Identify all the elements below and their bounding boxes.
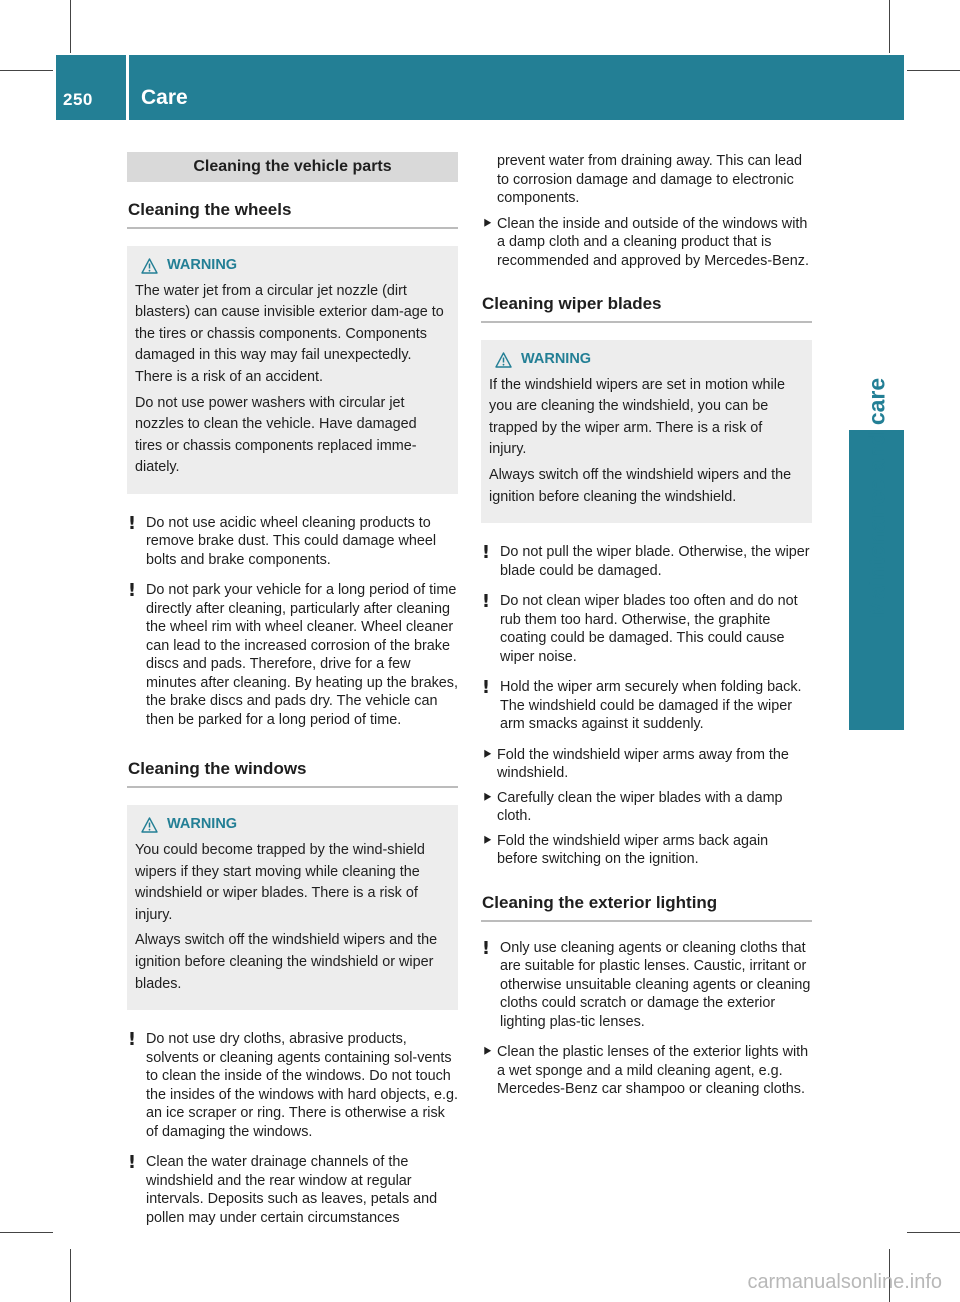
heading-cleaning-windows: Cleaning the windows	[127, 753, 458, 788]
header-divider	[126, 55, 129, 120]
step-text: Carefully clean the wiper blades with a damp cloth.	[497, 789, 783, 825]
warning-label: WARNING	[521, 351, 592, 367]
step-item	[481, 1043, 812, 1099]
warning-label: WARNING	[167, 816, 238, 833]
exclamation-icon: !	[481, 937, 491, 959]
chapter-tab-label: Maintenance and care	[863, 377, 890, 619]
arrow-right-icon: ⯈	[482, 790, 493, 806]
warning-text: Do not use power washers with circular jet nozzles to clean the vehicle. Have damaged tires or chassis components replaced imme-diately.	[135, 394, 417, 476]
note-text: Only use cleaning agents or cleaning cloths that are suitable for plastic lenses. Caustic, irritant or otherwise unsuitable cleaning agents or cleaning cloths could scratch or damage the exterior lighting plas-tic lenses.	[500, 939, 811, 1030]
note-item	[127, 514, 458, 570]
page-number: 250	[63, 90, 93, 109]
warning-title	[141, 255, 446, 277]
step-text: Clean the plastic lenses of the exterior lights with a wet sponge and a mild cleaning agent, e.g. Mercedes-Benz car shampoo or cleaning cloths.	[497, 1044, 809, 1098]
note-text: Do not clean wiper blades too often and do not rub them too hard. Otherwise, the graphite coating could be damaged. This could cause wiper noise.	[500, 593, 798, 665]
exclamation-icon: !	[127, 1152, 137, 1174]
note-text: Do not pull the wiper blade. Otherwise, the wiper blade could be damaged.	[500, 544, 810, 579]
exclamation-icon: !	[481, 542, 491, 564]
warning-box	[481, 340, 812, 523]
exclamation-icon: !	[127, 580, 137, 602]
note-item	[481, 592, 812, 666]
heading-cleaning-wiper-blades: Cleaning wiper blades	[481, 288, 812, 323]
warning-text: Always switch off the windshield wipers and the ignition before cleaning the windshield.	[489, 466, 792, 505]
warning-triangle-icon	[141, 817, 158, 833]
warning-title	[495, 349, 800, 371]
crop-mark	[907, 70, 960, 71]
continued-text: prevent water from draining away. This can lead to corrosion damage and damage to electronic components.	[497, 153, 803, 206]
warning-title	[141, 814, 446, 836]
left-column	[127, 152, 458, 1239]
arrow-right-icon: ⯈	[482, 833, 493, 849]
warning-triangle-icon	[495, 352, 512, 368]
note-text: Do not use acidic wheel cleaning products to remove brake dust. This could damage wheel bolts and brake components.	[146, 514, 437, 568]
warning-text: Always switch off the windshield wipers and the ignition before cleaning the windshield or wiper blades.	[135, 932, 438, 992]
step-text: Fold the windshield wiper arms back again before switching on the ignition.	[497, 832, 769, 868]
exclamation-icon: !	[481, 677, 491, 699]
crop-mark	[0, 70, 53, 71]
note-item	[127, 1153, 458, 1227]
crop-mark	[907, 1232, 960, 1233]
note-text: Do not park your vehicle for a long period of time directly after cleaning, particularly after cleaning the wheel rim with wheel cleaner. Wheel cleaner can lead to the increased corrosion of the brake discs and pads. Therefore, drive for a few minutes after cleaning. By heating up the brakes, the brake discs and pads dry. The vehicle can then be parked for a long period of time.	[146, 582, 458, 728]
warning-box	[127, 246, 458, 494]
note-text: Hold the wiper arm securely when folding back. The windshield could be damaged if the wiper arm smacks against it suddenly.	[500, 679, 802, 733]
step-item	[481, 832, 812, 869]
note-text: Do not use dry cloths, abrasive products, solvents or cleaning agents containing sol-vents to clean the inside of the windows. Do not touch the insides of the windows with hard objects, e.g. an ice scraper or ring. There is otherwise a risk of damaging the windows.	[146, 1031, 458, 1140]
step-item	[481, 789, 812, 826]
page-title: Care	[141, 86, 188, 109]
exclamation-icon: !	[481, 591, 491, 613]
warning-box	[127, 805, 458, 1010]
note-item	[127, 581, 458, 729]
note-item	[481, 939, 812, 1032]
note-item	[481, 543, 812, 580]
warning-triangle-icon	[141, 258, 158, 274]
warning-label: WARNING	[167, 257, 238, 273]
warning-text: You could become trapped by the wind-shield wipers if they start moving while cleaning the windshield or wiper blades. There is a risk of injury.	[135, 842, 425, 923]
warning-text: The water jet from a circular jet nozzle (dirt blasters) can cause invisible exterior dam-age to the tires or chassis components. Components damaged in this way may fail unexpectedly. There is a risk of an accident.	[135, 282, 444, 385]
note-item	[481, 678, 812, 734]
warning-text: If the windshield wipers are set in motion while you are cleaning the windshield, you can be trapped by the wiper arm. There is a risk of injury.	[489, 376, 785, 458]
right-column	[481, 152, 812, 1105]
heading-cleaning-exterior-lighting: Cleaning the exterior lighting	[481, 887, 812, 922]
exclamation-icon: !	[127, 512, 137, 534]
step-item	[481, 746, 812, 783]
arrow-right-icon: ⯈	[482, 1045, 493, 1061]
watermark: carmanualsonline.info	[747, 1271, 942, 1293]
crop-mark	[70, 0, 71, 53]
crop-mark	[889, 0, 890, 53]
step-text: Fold the windshield wiper arms away from the windshield.	[497, 746, 789, 782]
arrow-right-icon: ⯈	[482, 747, 493, 763]
arrow-right-icon: ⯈	[482, 216, 493, 232]
note-item	[127, 1030, 458, 1141]
section-title: Cleaning the vehicle parts	[127, 152, 458, 182]
step-text: Clean the inside and outside of the windows with a damp cloth and a cleaning product that is recommended and approved by Mercedes-Benz.	[497, 215, 809, 269]
step-item	[481, 215, 812, 271]
heading-cleaning-wheels: Cleaning the wheels	[127, 194, 458, 229]
crop-mark	[70, 1249, 71, 1302]
exclamation-icon: !	[127, 1029, 137, 1051]
crop-mark	[0, 1232, 53, 1233]
note-text: Clean the water drainage channels of the windshield and the rear window at regular intervals. Deposits such as leaves, petals and pollen may under certain circumstances	[146, 1154, 438, 1226]
